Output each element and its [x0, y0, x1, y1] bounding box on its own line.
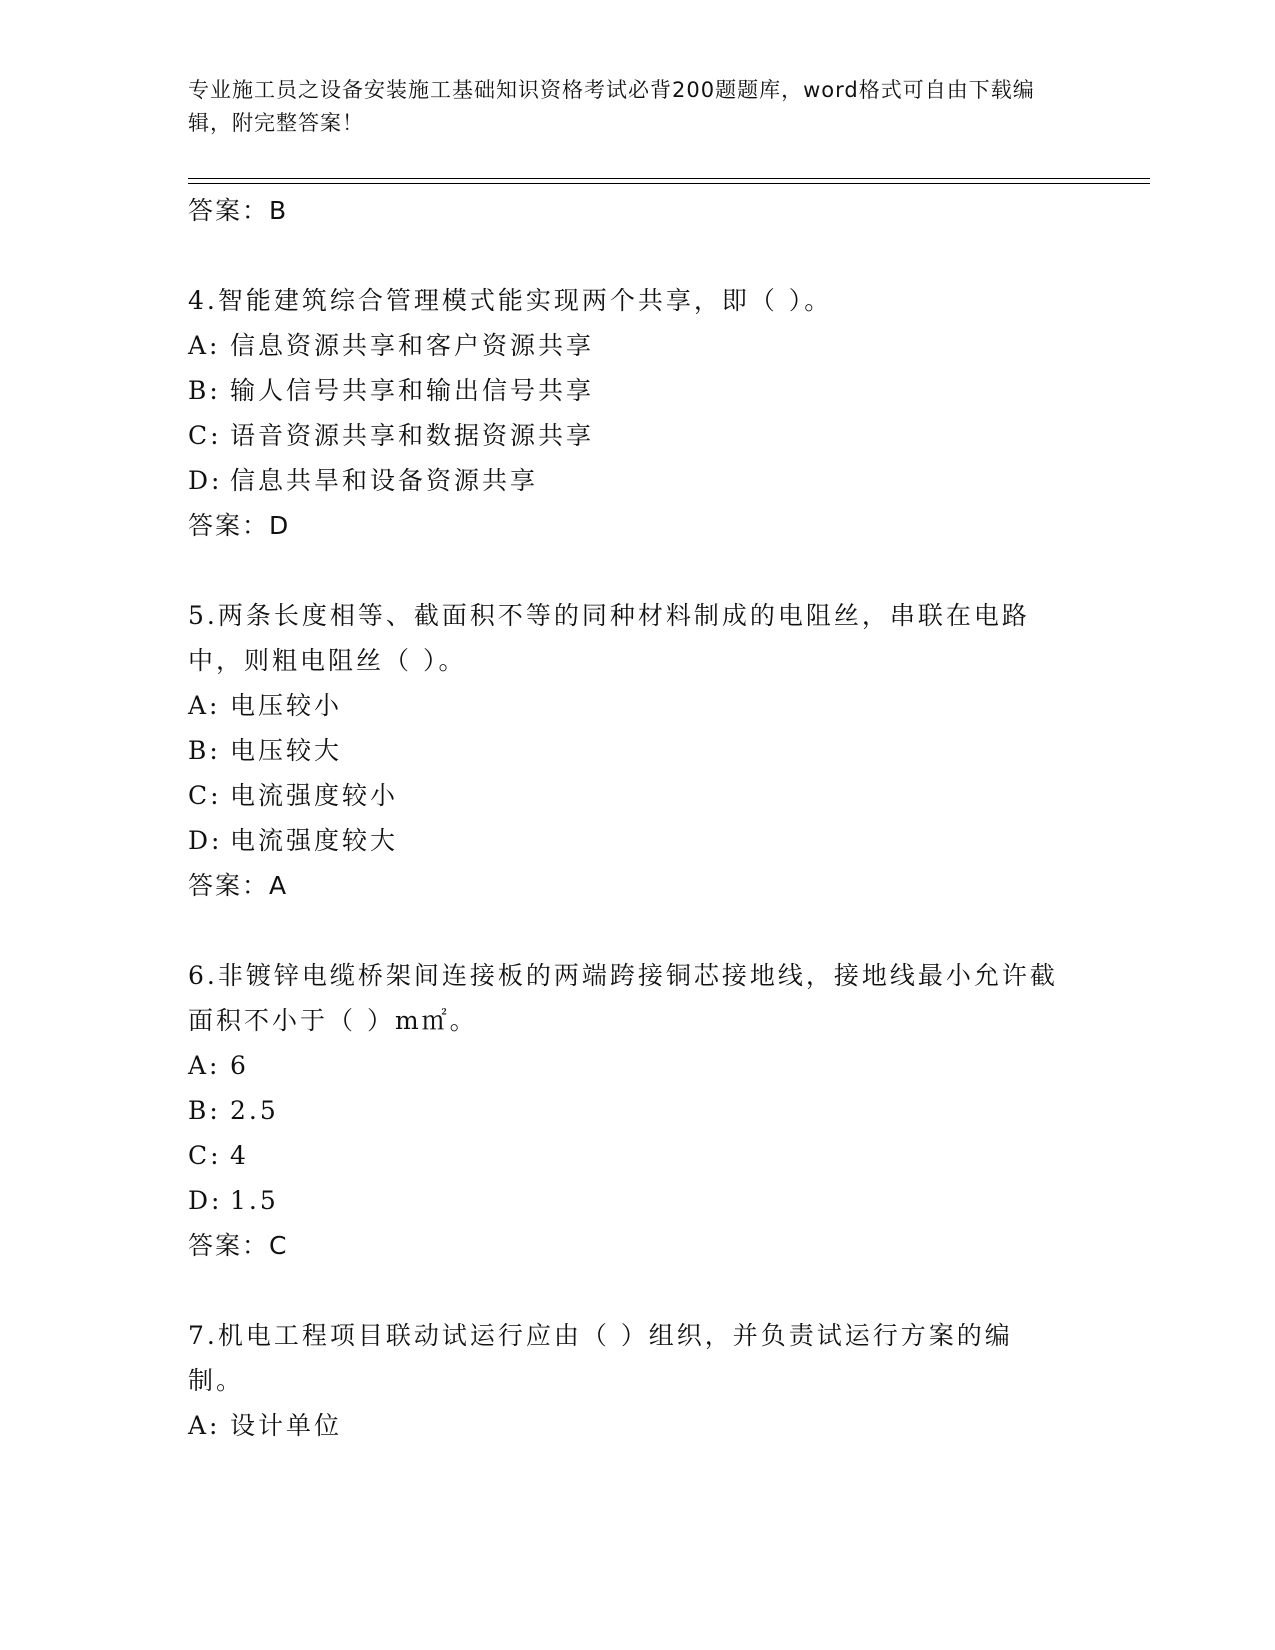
- answer-label: 答案：: [188, 871, 270, 900]
- option-text: 电流强度较大: [230, 826, 399, 855]
- option-letter: B:: [188, 376, 221, 405]
- question-stem: 4.智能建筑综合管理模式能实现两个共享，即（ ）。: [188, 286, 833, 315]
- option-letter: D:: [188, 466, 223, 495]
- option-c: [188, 1133, 1088, 1178]
- answer-value: D: [269, 511, 290, 540]
- option-a: [188, 323, 1088, 368]
- answer-line: [188, 503, 1088, 548]
- option-letter: C:: [188, 781, 222, 810]
- option-letter: C:: [188, 421, 222, 450]
- option-text: 电压较大: [230, 736, 343, 765]
- option-text: 1.5: [230, 1186, 279, 1215]
- option-d: [188, 458, 1088, 503]
- answer-line: [188, 863, 1088, 908]
- option-letter: A:: [188, 1051, 221, 1080]
- option-text: 电流强度较小: [230, 781, 399, 810]
- answer-label: 答案：: [188, 511, 270, 540]
- option-letter: C:: [188, 1141, 222, 1170]
- option-letter: D:: [188, 826, 223, 855]
- option-d: [188, 1178, 1088, 1223]
- question-item: [188, 278, 1088, 503]
- option-c: [188, 773, 1088, 818]
- option-text: 输人信号共享和输出信号共享: [230, 376, 595, 405]
- answer-value: A: [269, 871, 288, 900]
- option-text: 电压较小: [230, 691, 343, 720]
- option-letter: D:: [188, 1186, 223, 1215]
- option-letter: A:: [188, 691, 221, 720]
- answer-line: [188, 188, 1088, 233]
- question-stem: 7.机电工程项目联动试运行应由（ ）组织，并负责试运行方案的编制。: [188, 1321, 1013, 1395]
- option-letter: B:: [188, 1096, 221, 1125]
- option-letter: A:: [188, 331, 221, 360]
- option-text: 语音资源共享和数据资源共享: [230, 421, 595, 450]
- option-b: [188, 368, 1088, 413]
- answer-label: 答案：: [188, 1231, 270, 1260]
- option-text: 信息共旱和设备资源共享: [230, 466, 539, 495]
- option-text: 4: [230, 1141, 249, 1170]
- option-a: [188, 683, 1088, 728]
- option-d: [188, 818, 1088, 863]
- option-letter: A:: [188, 1411, 221, 1440]
- answer-value: B: [269, 196, 288, 225]
- option-text: 信息资源共享和客户资源共享: [230, 331, 595, 360]
- option-text: 2.5: [230, 1096, 279, 1125]
- answer-line: [188, 1223, 1088, 1268]
- option-letter: B:: [188, 736, 221, 765]
- spacer: [188, 1268, 1088, 1313]
- option-a: [188, 1403, 1088, 1448]
- header-rule-top: [188, 178, 1150, 179]
- option-text: 6: [230, 1051, 249, 1080]
- option-a: [188, 1043, 1088, 1088]
- question-stem: 5.两条长度相等、截面积不等的同种材料制成的电阻丝，串联在电路中，则粗电阻丝（ ）。: [188, 601, 1030, 675]
- document-header: 专业施工员之设备安装施工基础知识资格考试必背200题题库，word格式可自由下载编辑，附完整答案！: [188, 78, 1035, 135]
- question-stem: 6.非镀锌电缆桥架间连接板的两端跨接铜芯接地线，接地线最小允许截面积不小于（ ）m㎡。: [188, 961, 1058, 1035]
- question-item: [188, 1313, 1088, 1448]
- option-text: 设计单位: [230, 1411, 343, 1440]
- question-item: [188, 953, 1088, 1223]
- question-list: [188, 188, 1088, 1448]
- answer-value: C: [269, 1231, 288, 1260]
- option-b: [188, 728, 1088, 773]
- option-b: [188, 1088, 1088, 1133]
- header-rule-bottom: [188, 183, 1150, 184]
- option-c: [188, 413, 1088, 458]
- question-item: [188, 593, 1088, 863]
- spacer: [188, 908, 1088, 953]
- spacer: [188, 233, 1088, 278]
- answer-label: 答案：: [188, 196, 270, 225]
- spacer: [188, 548, 1088, 593]
